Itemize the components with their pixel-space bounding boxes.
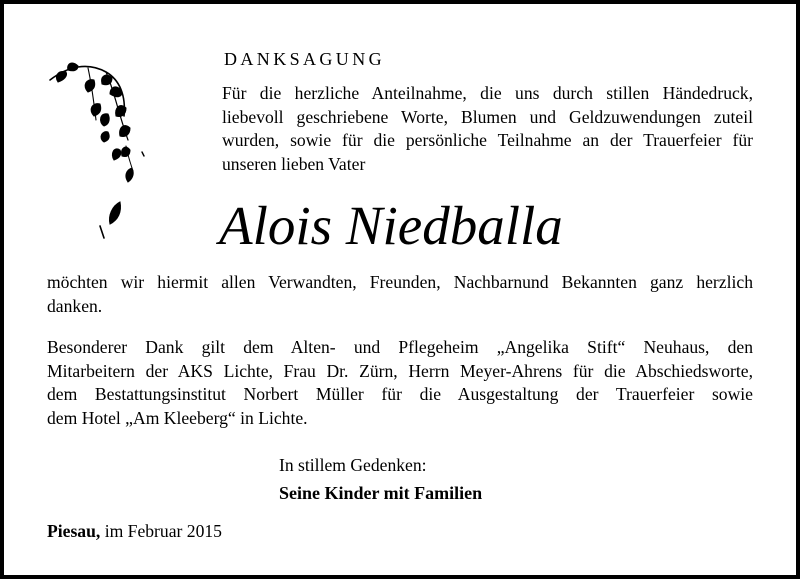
place-date (47, 520, 222, 544)
thanks-line: möchten wir hiermit allen Verwandten, Freunden, Nachbarnund Bekannten ganz herzlich (47, 272, 753, 292)
intro-line: Für die herzliche Anteilnahme, die uns durch stillen Händedruck, (222, 83, 753, 103)
date: im Februar 2015 (104, 521, 222, 541)
thanks-paragraph (47, 271, 753, 318)
special-thanks-line: Mitarbeitern der AKS Lichte, Frau Dr. Zürn, Herrn Meyer-Ahrens für die Abschiedsworte, (47, 360, 753, 381)
intro-line: liebevoll geschriebene Worte, Blumen und Geldzuwendungen zuteil (222, 106, 753, 127)
intro-line: unseren lieben Vater (222, 153, 366, 174)
special-thanks-line: dem Hotel „Am Kleeberg“ in Lichte. (47, 407, 308, 428)
notice-heading: DANKSAGUNG (224, 49, 386, 69)
signed-by: Seine Kinder mit Familien (279, 483, 483, 503)
special-thanks-line: dem Bestattungsinstitut Norbert Müller für die Ausgestaltung der Trauerfeier sowie (47, 384, 753, 405)
place: Piesau, (47, 521, 101, 541)
deceased-name: Alois Niedballa (219, 195, 563, 256)
special-thanks-line: Besonderer Dank gilt dem Alten- und Pflegeheim „Angelika Stift“ Neuhaus, den (47, 337, 753, 357)
thanks-line: danken. (47, 295, 103, 316)
leaf-branch-icon (48, 56, 164, 244)
intro-paragraph (222, 82, 753, 176)
intro-line: wurden, sowie für die persönliche Teilnahme an der Trauerfeier für (222, 130, 753, 151)
closing-line: In stillem Gedenken: (279, 455, 427, 475)
special-thanks-paragraph (47, 336, 753, 430)
